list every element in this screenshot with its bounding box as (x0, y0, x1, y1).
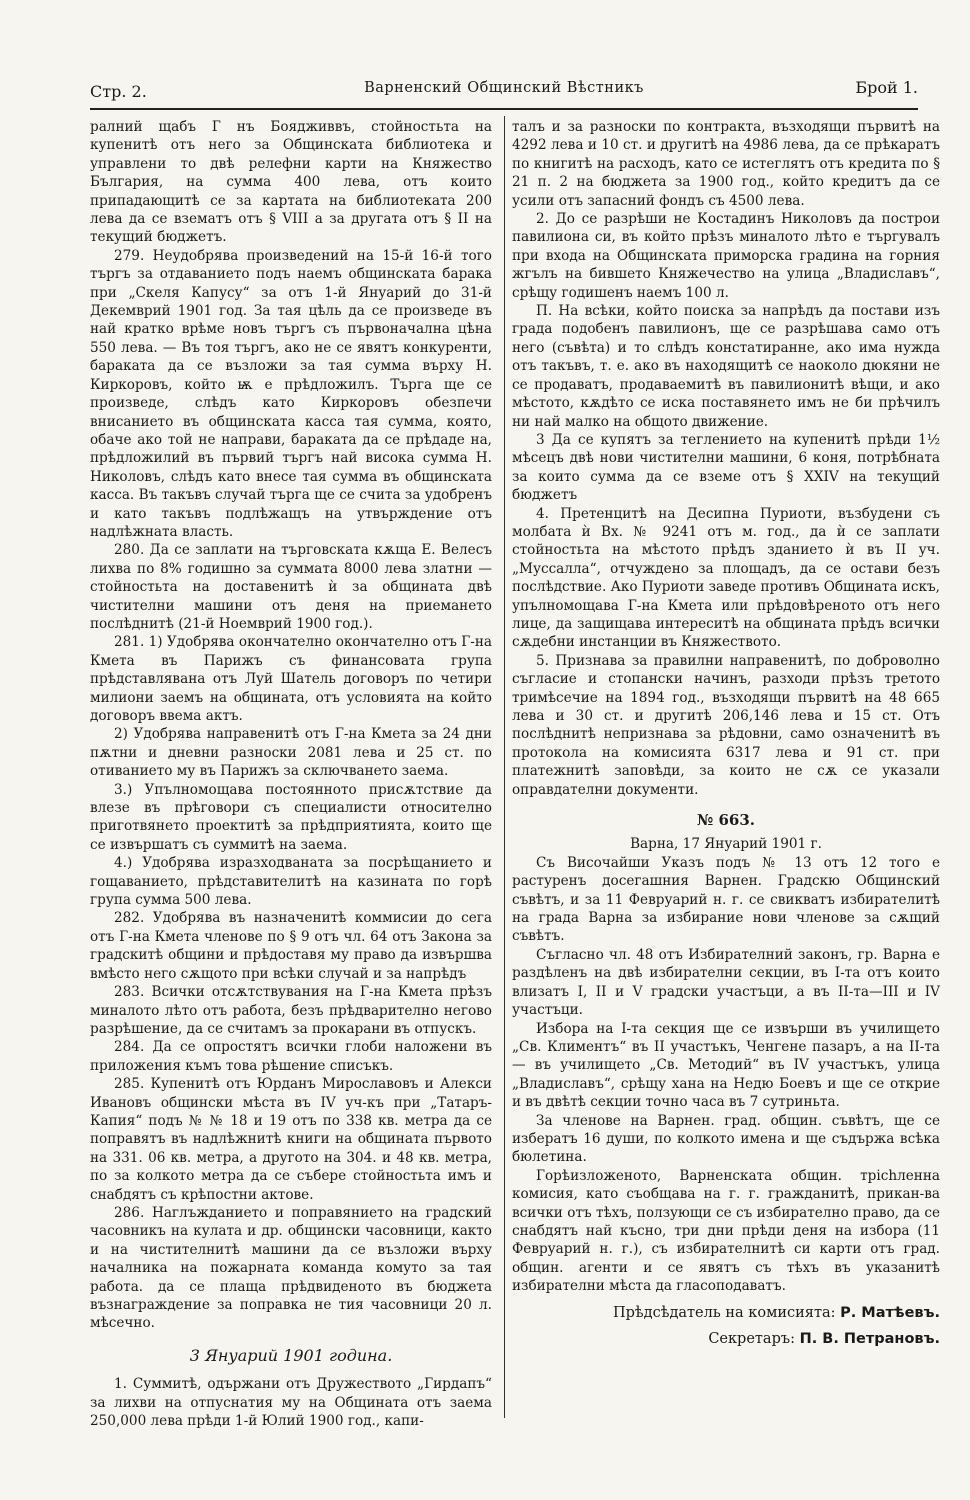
paragraph: 4. Претенцитѣ на Десипна Пуриоти, възбудени съ молбата ѝ Вх. № 9241 отъ м. год., да ѝ се заплати стойностьта на мѣстото прѣдъ зданието ѝ въ II уч. „Муссалла“, отчуждено за площадъ, да се остави безъ послѣдствие. Ако Пуриоти заведе противъ Общината искъ, упълномощава Г-на Кмета или прѣдовѣреното отъ него лице, да защищава интереситѣ на общината прѣдъ всички сѫдебни инстанции въ Княжеството. (512, 505, 940, 651)
page-header (90, 78, 918, 108)
resolution-281-2: 2) Удобрява направенитѣ отъ Г-на Кмета за 24 дни пѫтни и дневни разноски 2081 лева и 25 ст. по отиванието му въ Парижъ за сключването заема. (90, 726, 492, 780)
paragraph: 5. Признава за правилни направенитѣ, по доброволно съгласие и стопански начинъ, разходи прѣзъ третото тримѣсечие на 1894 год., възходящи първитѣ на 48 665 лева и 30 ст. и другитѣ 206,146 лева и 15 ст. Отъ послѣднитѣ непризнава за рѣдовни, само означенитѣ въ протокола на комисията 6317 лева и 91 ст. при платежнитѣ заповѣди, за които не сѫ се указали оправдателни документи. (512, 652, 940, 798)
right-column (512, 118, 940, 1348)
issue-number: Брой 1. (855, 78, 918, 97)
resolution-282: 282. Удобрява въ назначенитѣ коммисии до сега отъ Г-на Кмета членове по § 9 отъ чл. 64 отъ Закона за градскитѣ общини и прѣдоставя му право да извършва вмѣсто него сѫщото при всѣки случай и за напрѣдъ (90, 910, 492, 982)
resolution-285: 285. Купенитѣ отъ Юрданъ Мирославовъ и Алекси Ивановъ общински мѣста въ IV уч-къ при „Татаръ-Капия“ подъ № № 18 и 19 отъ по 338 кв. метра да се поправятъ въ надлѣжнитѣ книги на общината първото на 331. 06 кв. метра, а другото на 304. и 48 кв. метра, по за колкото метра да се събере стойностьта имъ и снабдятъ съ крѣпостни актове. (90, 1076, 492, 1203)
signature-name: П. В. Петрановъ. (799, 1331, 940, 1347)
resolution-286: 286. Наглъжданието и поправянието на градский часовникъ на кулата и др. общински часовници, както и на чистителнитѣ машини да се възложи върху началника на пожарната команда комуто за тая работа. да се плаща прѣдвиденото въ бюджета възнаграждение за поправка не тия часовници 20 л. мѣсечно. (90, 1204, 492, 1332)
page-number: Стр. 2. (90, 82, 147, 101)
resolution-281-3: 3.) Упълномощава постоянното присѫтствие да влезе въ прѣговори съ специалисти относително приготвянето проектитѣ за прѣдприятията, които ще се извършатъ съ суммитѣ на заема. (90, 781, 492, 853)
resolution-280: 280. Да се заплати на търговската кѫща Е. Велесъ лихва по 8% годишно за суммата 8000 лева златни — стойностьта на доставенитѣ ѝ за общината двѣ чистителни машини отъ деня на приемането послѣднитѣ (21-й Ноемврий 1900 год.). (90, 542, 492, 632)
paragraph: Съгласно чл. 48 отъ Избирателний законъ, гр. Варна е раздѣленъ на двѣ избирателни секции, въ I-та отъ които влизатъ I, II и V градски участъци, а въ II-та—III и IV участъци. (512, 946, 940, 1019)
paragraph: П. На всѣки, който поиска за напрѣдъ да постави изъ града подобенъ павилионъ, ще се разрѣшава само отъ него (съвѣта) и то слѣдъ констатиранне, ако има нужда отъ такъвъ, т. е. ако въ находящитѣ се наоколо дюкяни не се продаватъ, продаваемитѣ въ павилионитѣ вѣщи, и ако мѣстото, кѫдѣто се иска поставянето имъ не би прѣчилъ ни най малко на общото движение. (512, 303, 940, 430)
signature-label: Прѣдсѣдатель на комисията: (613, 1304, 836, 1321)
chairman-signature (512, 1304, 940, 1322)
resolution-279: 279. Неудобрява произведений на 15-й 16-й того търгъ за отдаванието подъ наемъ общинската барака при „Скеля Капусу“ за отъ 1-й Януарий до 31-й Декемврий 1901 год. За тая цѣль да се произведе въ най кратко врѣме новъ търгъ съ първоначална цѣна 550 лева. — Въ тоя търгъ, ако не се явятъ конкуренти, бараката да се възложи за тая сумма върху Н. Киркоровъ, който ѭ е прѣдложилъ. Търга ще се произведе, слѣдъ като Киркоровъ обезпечи внисанието въ общинската касса тая сумма, която, обаче ако той не направи, бараката да се прѣдаде на, прѣдложилий въ първий търгъ най висока сумма Н. Николовъ, слѣдъ като внесе тая сумма въ общинската касса. Въ такъвъ случай търга ще се счита за удобренъ и като такъвъ подлѣжащъ на утвърждение отъ надлѣжната власть. (90, 247, 492, 540)
paragraph: 2. До се разрѣши не Костадинъ Николовъ да построи павилиона си, въ който прѣзъ миналото лѣто е търгувалъ при входа на Общинската приморска градина на горния жгълъ на бившето Княжечество на улица „Владиславъ“, срѣщу годишенъ наемъ 100 л. (512, 211, 940, 301)
paragraph: талъ и за разноски по контракта, възходящи първитѣ на 4292 лева и 10 ст. и другитѣ на 4986 лева, да се прѣкаратъ по книгитѣ на расходъ, като се истеглятъ отъ кредита по § 21 п. 2 на бюджета за 1900 год., който кредитъ да се усили отъ запасний фондъ съ 4500 лева. (512, 119, 940, 209)
header-rule (90, 108, 918, 110)
column-divider (504, 116, 505, 1418)
resolution-284: 284. Да се опростятъ всички глоби наложени въ приложения къмъ това рѣшение списъкъ. (90, 1039, 492, 1074)
section-heading: 3 Януарий 1901 година. (189, 1345, 393, 1365)
signature-label: Секретаръ: (708, 1331, 795, 1347)
paragraph: 3 Да се купятъ за теглението на купенитѣ прѣди 1½ мѣсецъ двѣ нови чистителни машини, 6 коня, потрѣбната за които сумма да се вземе отъ § XXIV на текущий бюджетъ (512, 431, 940, 504)
paragraph: ралний щабъ Г нъ Боядживвъ, стойностьта на купенитѣ отъ него за Общинската библиотека и управлени то двѣ релефни карти на Княжество България, на сумма 400 лева, отъ които припадающитѣ се за картата на библиотеката 200 лева да се взематъ отъ § VIII а за другата отъ § II на текущий бюджетъ. (90, 119, 492, 246)
paragraph: Горѣизложеното, Варненската общин. трichленна комисия, като съобщава на г. г. гражданитѣ, прикан-ва всички отъ тѣхъ, ползующи се съ избирателно право, да се снабдятъ най късно, три дни прѣди деня на избора (11 Февруарий н. г.), съ избирателнитѣ си карти отъ град. общин. агенти и се явятъ съ тѣхъ въ указанитѣ избирателни мѣста да гласоподаватъ. (512, 1167, 940, 1295)
notice-number: № 663. (696, 811, 756, 830)
paragraph: 1. Суммитѣ, одържани отъ Дружеството „Гирдапъ“ за лихви на отпуснатия му на Общината отъ заема 250,000 лева прѣди 1-й Юлий 1900 год., капи- (90, 1376, 492, 1430)
paragraph: Съ Височайши Указъ подъ № 13 отъ 12 того е растуренъ досегашния Варнен. Градскю Общинский съвѣтъ, и за 11 Февруарий н. г. се свикватъ избирателитѣ на града Варна за избирание нови членове за сѫщий съвѣтъ. (512, 854, 940, 945)
signature-name: Р. Матѣевъ. (840, 1304, 940, 1321)
secretary-signature (512, 1330, 940, 1348)
newspaper-title: Варненский Общинский Вѣстникъ (364, 80, 644, 96)
paragraph: Избора на I-та секция ще се извърши въ училището „Св. Климентъ“ въ II участъкъ, Ченгене пазаръ, а на II-та — въ училището „Св. Методий“ въ IV участъкъ, улица „Владиславъ“, срѣщу хана на Недю Боевъ и ще се открие и въ двѣтѣ секции точно часа въ 7 сутриньта. (512, 1020, 940, 1111)
dateline: Варна, 17 Януарий 1901 г. (630, 836, 822, 853)
paragraph: За членове на Варнен. град. общин. съвѣтъ, ще се избератъ 16 души, по колкото имена и ще съдържа всѣка бюлетина. (512, 1112, 940, 1166)
resolution-283: 283. Всички отсѫтствувания на Г-на Кмета прѣзъ миналото лѣто отъ работа, безъ прѣдварително негово разрѣшение, да се считамъ за прокарани въ отпускъ. (90, 984, 492, 1037)
left-column (90, 118, 492, 1430)
resolution-281: 281. 1) Удобрява окончателно окончателно отъ Г-на Кмета въ Парижъ съ финансовата група прѣдставлявана отъ Луй Шатель договоръ по четири милиони заемъ на общината, отъ условията на който договоръ ввема актъ. (90, 634, 492, 724)
resolution-281-4: 4.) Удобрява изразходваната за посрѣщанието и гощаванието, прѣдставителитѣ на казината по горѣ група сумма 500 лева. (90, 855, 492, 909)
